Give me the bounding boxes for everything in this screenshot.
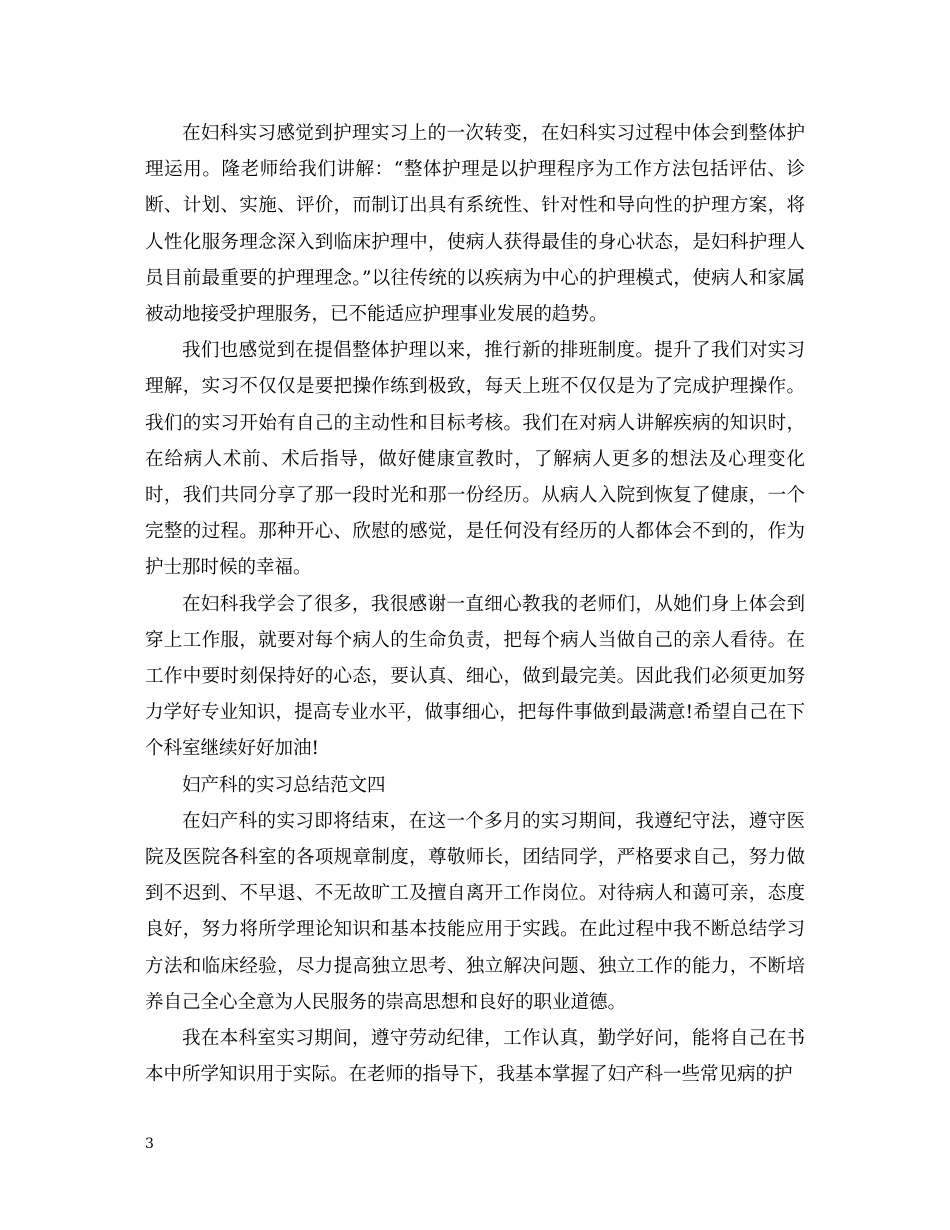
paragraph-scheduling-system: 我们也感觉到在提倡整体护理以来，推行新的排班制度。提升了我们对实习理解，实习不仅仅是要把操作练到极致，每天上班不仅仅是为了完成护理操作。我们的实习开始有自己的主动性和目标考核。我们在对病人讲解疾病的知识时，在给病人术前、术后指导，做好健康宣教时，了解病人更多的想法及心理变化时，我们共同分享了那一段时光和那一份经历。从病人入院到恢复了健康，一个完整的过程。那种开心、欣慰的感觉，是任何没有经历的人都体会不到的，作为护士那时候的幸福。: [145, 340, 805, 579]
page-number: 3: [145, 1136, 154, 1152]
paragraph-gratitude-teachers: 在妇科我学会了很多，我很感谢一直细心教我的老师们，从她们身上体会到穿上工作服，就要对每个病人的生命负责，把每个病人当做自己的亲人看待。在工作中要时刻保持好的心态，要认真、细心，做到最完美。因此我们必须更加努力学好专业知识，提高专业水平，做事细心，把每件事做到最满意!希望自己在下个科室继续好好加油!: [145, 593, 805, 760]
body-text: [145, 116, 805, 1093]
paragraph-department-work: 我在本科室实习期间，遵守劳动纪律，工作认真，勤学好问，能将自己在书本中所学知识用于实际。在老师的指导下，我基本掌握了妇产科一些常见病的护: [145, 1028, 805, 1086]
paragraph-gynecology-holistic-care: 在妇科实习感觉到护理实习上的一次转变，在妇科实习过程中体会到整体护理运用。隆老师给我们讲解：“整体护理是以护理程序为工作方法包括评估、诊断、计划、实施、评价，而制订出具有系统性、针对性和导向性的护理方案，将人性化服务理念深入到临床护理中，使病人获得最佳的身心状态，是妇科护理人员目前最重要的护理理念。”以往传统的以疾病为中心的护理模式，使病人和家属被动地接受护理服务，已不能适应护理事业发展的趋势。: [145, 123, 805, 326]
paragraph-internship-conduct: 在妇产科的实习即将结束，在这一个多月的实习期间，我遵纪守法，遵守医院及医院各科室的各项规章制度，尊敬师长，团结同学，严格要求自己，努力做到不迟到、不早退、不无故旷工及擅自离开工作岗位。对待病人和蔼可亲，态度良好，努力将所学理论知识和基本技能应用于实践。在此过程中我不断总结学习方法和临床经验，尽力提高独立思考、独立解决问题、独立工作的能力，不断培养自己全心全意为人民服务的崇高思想和良好的职业道德。: [145, 810, 805, 1013]
section-heading: 妇产科的实习总结范文四: [182, 774, 386, 796]
